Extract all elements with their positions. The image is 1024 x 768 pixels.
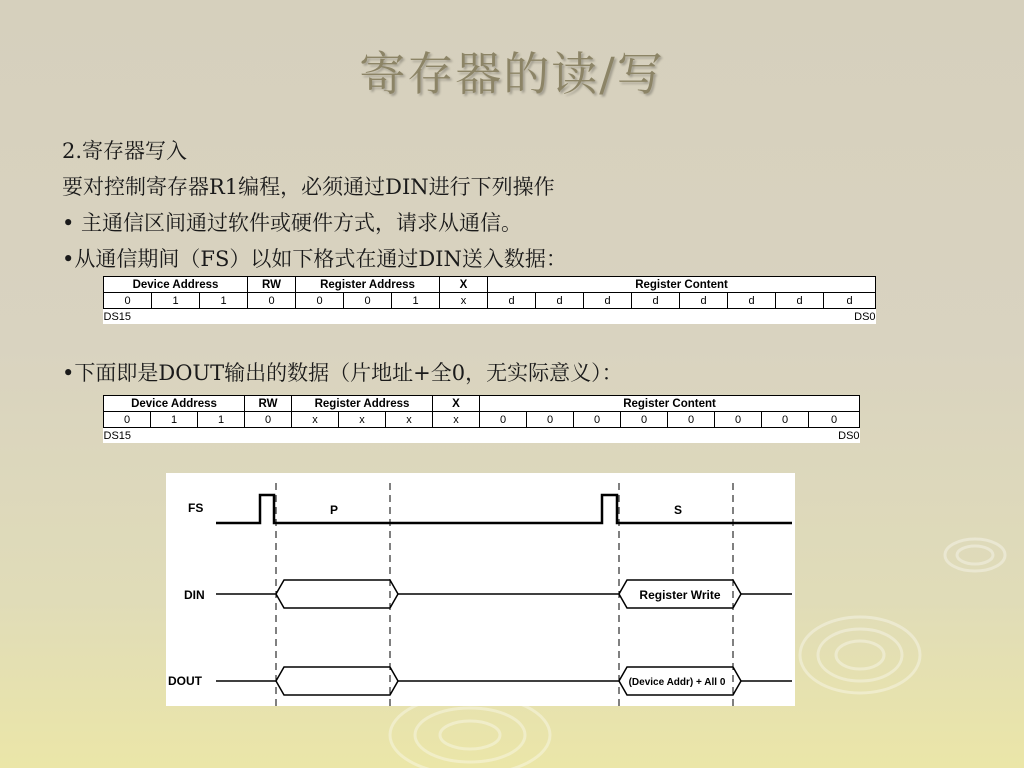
bit-cell: d: [584, 293, 632, 309]
bit-cell: 0: [296, 293, 344, 309]
din-signal-label: DIN: [184, 588, 205, 602]
header-rw: RW: [248, 277, 296, 293]
bit-cell: 0: [715, 412, 762, 428]
bit-cell: d: [776, 293, 824, 309]
header-register-content: Register Content: [480, 396, 860, 412]
bit-cell: x: [433, 412, 480, 428]
bit-cell: x: [386, 412, 433, 428]
msb-label: DS15: [103, 429, 132, 442]
bit-cell: x: [339, 412, 386, 428]
phase-p-label: P: [330, 503, 339, 517]
bit-cell: 0: [668, 412, 715, 428]
bit-cell: d: [824, 293, 876, 309]
header-device-address: Device Address: [104, 396, 245, 412]
bit-cell: 0: [104, 412, 151, 428]
bit-cell: d: [680, 293, 728, 309]
bit-cell: d: [632, 293, 680, 309]
bit-cell: 1: [152, 293, 200, 309]
bullet-dout-format: •下面即是DOUT输出的数据（片地址+全0，无实际意义）：: [62, 361, 623, 385]
dout-register-table: [103, 395, 860, 443]
bit-cell: 0: [245, 412, 292, 428]
header-register-content: Register Content: [488, 277, 876, 293]
header-register-address: Register Address: [292, 396, 433, 412]
bit-cell: 0: [104, 293, 152, 309]
header-device-address: Device Address: [104, 277, 248, 293]
fs-waveform: [216, 495, 792, 523]
slide-title: 寄存器的读/写: [359, 47, 665, 101]
bit-cell: x: [440, 293, 488, 309]
dout-signal-label: DOUT: [168, 674, 202, 688]
bit-cell: 0: [762, 412, 809, 428]
bit-cell: 0: [344, 293, 392, 309]
bit-cell: d: [488, 293, 536, 309]
bit-cell: 0: [527, 412, 574, 428]
header-rw: RW: [245, 396, 292, 412]
bullet-request: • 主通信区间通过软件或硬件方式，请求从通信。: [62, 211, 523, 235]
bit-cell: 0: [480, 412, 527, 428]
din-register-table: [103, 276, 876, 324]
bit-cell: 1: [151, 412, 198, 428]
bit-cell: 0: [809, 412, 860, 428]
device-addr-label: (Device Addr) + All 0: [628, 677, 726, 688]
fs-signal-label: FS: [188, 501, 204, 515]
bit-cell: 1: [198, 412, 245, 428]
header-register-address: Register Address: [296, 277, 440, 293]
bit-cell: 0: [248, 293, 296, 309]
register-write-label: Register Write: [639, 588, 721, 602]
bit-cell: x: [292, 412, 339, 428]
lsb-label: DS0: [854, 310, 876, 323]
bullet-din-format: •从通信期间（FS）以如下格式在通过DIN送入数据：: [62, 247, 567, 271]
header-x: X: [440, 277, 488, 293]
bit-cell: 1: [200, 293, 248, 309]
bit-cell: 0: [574, 412, 621, 428]
intro-text: 要对控制寄存器R1编程，必须通过DIN进行下列操作: [62, 175, 555, 199]
timing-diagram: [166, 473, 795, 706]
msb-label: DS15: [103, 310, 132, 323]
lsb-label: DS0: [838, 429, 860, 442]
header-x: X: [433, 396, 480, 412]
phase-s-label: S: [674, 503, 683, 517]
bit-cell: 0: [621, 412, 668, 428]
bit-cell: d: [728, 293, 776, 309]
bit-cell: d: [536, 293, 584, 309]
bit-cell: 1: [392, 293, 440, 309]
section-heading: 2.寄存器写入: [62, 139, 188, 163]
